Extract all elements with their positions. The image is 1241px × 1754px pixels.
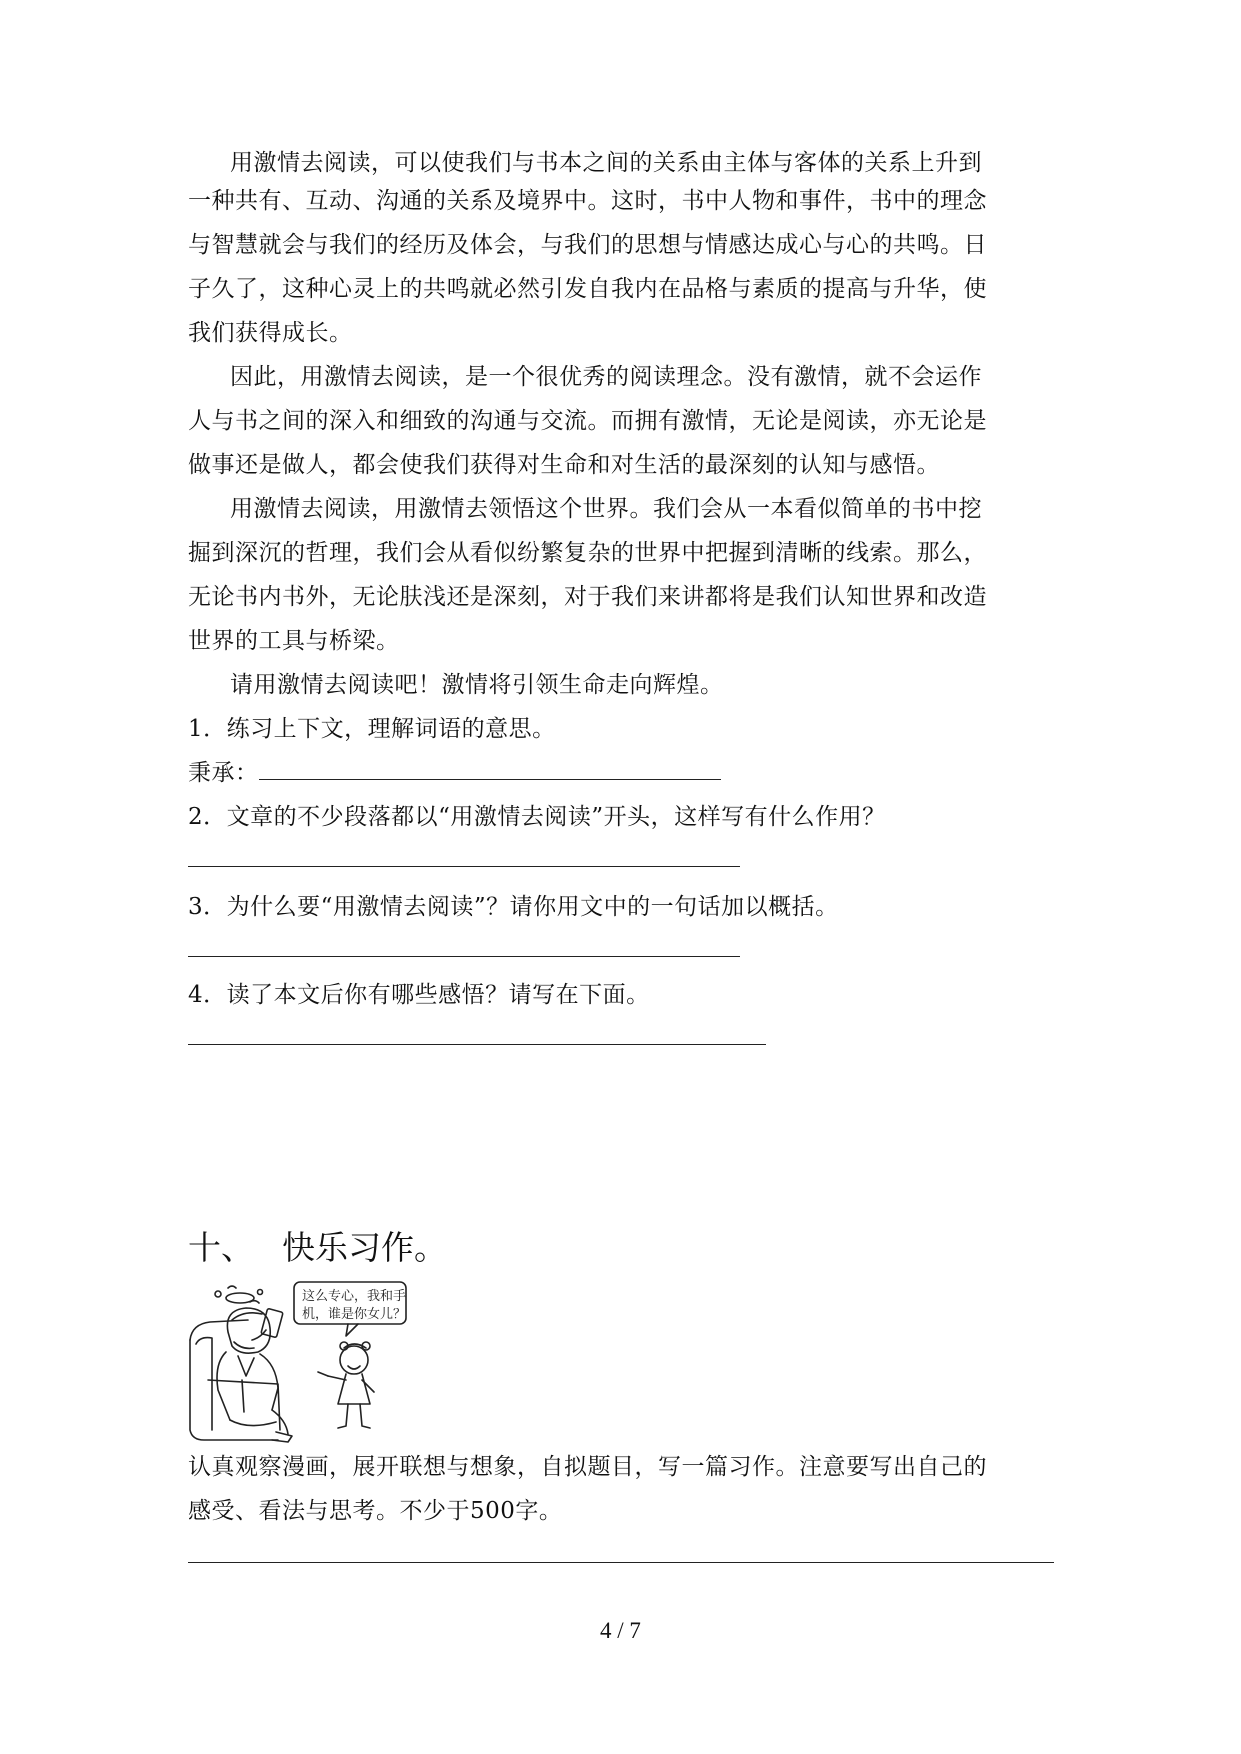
writing-prompt-line: 感受、看法与思考。不少于500字。 <box>188 1498 563 1524</box>
answer-line-q3[interactable] <box>188 956 740 957</box>
passage-line: 因此，用激情去阅读，是一个很优秀的阅读理念。没有激情，就不会运作 <box>230 364 982 390</box>
section-number: 十、 <box>188 1228 254 1267</box>
passage-line: 做事还是做人，都会使我们获得对生命和对生活的最深刻的认知与感悟。 <box>188 452 940 478</box>
section-title: 快乐习作。 <box>282 1228 447 1267</box>
writing-prompt-line: 认真观察漫画，展开联想与想象，自拟题目，写一篇习作。注意要写出自己的 <box>188 1454 987 1480</box>
passage-line: 与智慧就会与我们的经历及体会，与我们的思想与情感达成心与心的共鸣。日 <box>188 232 987 258</box>
passage-line: 用激情去阅读，用激情去领悟这个世界。我们会从一本看似简单的书中挖 <box>230 496 982 522</box>
comic-bubble-text: 机，谁是你女儿？ <box>302 1307 407 1322</box>
section-heading <box>188 1228 447 1268</box>
answer-line-q2[interactable] <box>188 866 740 867</box>
answer-blank[interactable] <box>259 761 721 780</box>
answer-line-q4[interactable] <box>188 1044 766 1045</box>
question-2: 2．文章的不少段落都以“用激情去阅读”开头，这样写有什么作用？ <box>188 804 886 830</box>
passage-line: 子久了，这种心灵上的共鸣就必然引发自我内在品格与素质的提高与升华，使 <box>188 276 987 302</box>
question-1-word-row <box>188 758 721 788</box>
question-1: 1．练习上下文，理解词语的意思。 <box>188 716 556 742</box>
passage-line: 一种共有、互动、沟通的关系及境界中。这时，书中人物和事件，书中的理念 <box>188 188 987 214</box>
comic-bubble-text: 这么专心，我和手 <box>302 1289 407 1304</box>
answer-line-essay[interactable] <box>188 1562 1054 1563</box>
passage-line: 无论书内书外，无论肤浅还是深刻，对于我们来讲都将是我们认知世界和改造 <box>188 584 987 610</box>
passage-line: 用激情去阅读，可以使我们与书本之间的关系由主体与客体的关系上升到 <box>230 150 982 176</box>
page-number: 4 / 7 <box>600 1618 641 1643</box>
passage-line: 请用激情去阅读吧！激情将引领生命走向辉煌。 <box>230 672 724 698</box>
passage-line: 人与书之间的深入和细致的沟通与交流。而拥有激情，无论是阅读，亦无论是 <box>188 408 987 434</box>
passage-line: 我们获得成长。 <box>188 320 353 346</box>
question-1-word-label: 秉承： <box>188 760 259 786</box>
passage-line: 掘到深沉的哲理，我们会从看似纷繁复杂的世界中把握到清晰的线索。那么， <box>188 540 987 566</box>
question-4: 4．读了本文后你有哪些感悟？请写在下面。 <box>188 982 650 1008</box>
passage-line: 世界的工具与桥梁。 <box>188 628 400 654</box>
comic-illustration <box>188 1280 408 1450</box>
question-3: 3．为什么要“用激情去阅读”？请你用文中的一句话加以概括。 <box>188 894 839 920</box>
